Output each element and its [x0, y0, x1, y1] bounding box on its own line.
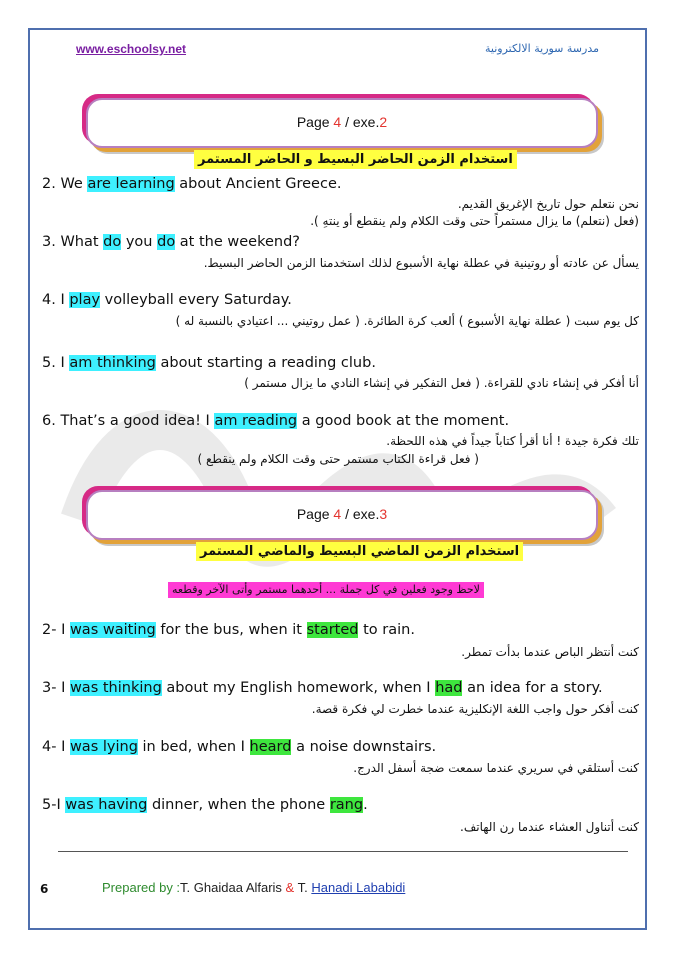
highlight-verb: do [157, 234, 176, 250]
prepared-by: Prepared by :T. Ghaidaa Alfaris & T. Hanadi Lababidi [102, 880, 406, 895]
banner-middle: / exe. [341, 114, 380, 130]
sentence-s1-5: 6. That’s a good idea! I am reading a good book at the moment. [42, 413, 510, 429]
page-number: 6 [40, 882, 49, 896]
sentence-s2-2: 3- I was thinking about my English homework, when I had an idea for a story. [42, 680, 603, 696]
site-url[interactable]: www.eschoolsy.net [76, 42, 187, 56]
author-2-link[interactable]: Hanadi Lababidi [311, 880, 406, 895]
highlight-verb: are learning [87, 176, 175, 192]
banner-exercise-number: 2 [379, 114, 388, 130]
translation-s1-5b: ( فعل قراءة الكتاب مستمر حتى وقت الكلام ولم ينقطع ) [197, 452, 479, 466]
sentence-s2-1: 2- I was waiting for the bus, when it started to rain. [42, 622, 415, 638]
highlight-past-continuous: was waiting [69, 622, 156, 638]
school-name: مدرسة سورية الالكترونية [485, 42, 599, 55]
translation-s2-2: كنت أفكر حول واجب اللغة الإنكليزية عندما خطرت لي فكرة قصة. [311, 702, 639, 716]
sentence-s1-3: 4. I play volleyball every Saturday. [42, 292, 292, 308]
highlight-past-simple: started [306, 622, 359, 638]
section2-note: لاحظ وجود فعلين في كل جملة ... أحدهما مستمر وأتى الآخر وقطعه [168, 582, 484, 598]
author-1: T. Ghaidaa Alfaris [180, 880, 282, 895]
sentence-s1-4: 5. I am thinking about starting a reading club. [42, 355, 376, 371]
translation-s2-1: كنت أنتظر الباص عندما بدأت تمطر. [461, 645, 639, 659]
highlight-past-continuous: was lying [69, 739, 138, 755]
section1-title: استخدام الزمن الحاضر البسيط و الحاضر المستمر [194, 150, 517, 169]
highlight-past-continuous: was thinking [69, 680, 162, 696]
translation-s1-5a: تلك فكرة جيدة ! أنا أقرأ كتاباً جيداً في هذه اللحظة. [386, 434, 639, 448]
highlight-verb: am thinking [69, 355, 156, 371]
footer-divider [58, 851, 628, 852]
translation-s1-2: يسأل عن عادته أو روتينية في عطلة نهاية الأسبوع لذلك استخدمنا الزمن الحاضر البسيط. [203, 256, 639, 270]
highlight-past-simple: had [435, 680, 463, 696]
translation-s2-4: كنت أتناول العشاء عندما رن الهاتف. [460, 820, 639, 834]
banner-exe3 [86, 490, 598, 540]
highlight-verb: play [69, 292, 101, 308]
translation-s2-3: كنت أستلقي في سريري عندما سمعت ضجة أسفل الدرج. [353, 761, 639, 775]
sentence-s2-3: 4- I was lying in bed, when I heard a noise downstairs. [42, 739, 437, 755]
banner-middle: / exe. [341, 506, 380, 522]
sentence-s1-2: 3. What do you do at the weekend? [42, 234, 300, 250]
sentence-s1-1: 2. We are learning about Ancient Greece. [42, 176, 342, 192]
section2-title: استخدام الزمن الماضي البسيط والماضي المستمر [196, 542, 523, 561]
banner-exe2 [86, 98, 598, 148]
banner-exercise-number: 3 [379, 506, 388, 522]
banner-prefix: Page [296, 506, 334, 522]
banner-page-number: 4 [333, 114, 342, 130]
highlight-verb: do [103, 234, 122, 250]
highlight-past-simple: rang [329, 797, 364, 813]
banner-prefix: Page [296, 114, 334, 130]
translation-s1-3: كل يوم سبت ( عطلة نهاية الأسبوع ) ألعب كرة الطائرة. ( عمل روتيني ... اعتيادي بالنسبة له ) [175, 314, 639, 328]
banner-page-number: 4 [333, 506, 342, 522]
highlight-past-continuous: was having [65, 797, 148, 813]
highlight-past-simple: heard [249, 739, 292, 755]
translation-s1-4: أنا أفكر في إنشاء نادي للقراءة. ( فعل التفكير في إنشاء النادي ما يزال مستمر ) [244, 376, 639, 390]
highlight-verb: am reading [214, 413, 298, 429]
sentence-s2-4: 5-I was having dinner, when the phone rang. [42, 797, 368, 813]
translation-s1-1a: نحن نتعلم حول تاريخ الإغريق القديم. [457, 197, 639, 211]
translation-s1-1b: (فعل (نتعلم) ما يزال مستمراً حتى وقت الكلام ولم ينقطع أو ينتهِ ). [310, 214, 639, 228]
